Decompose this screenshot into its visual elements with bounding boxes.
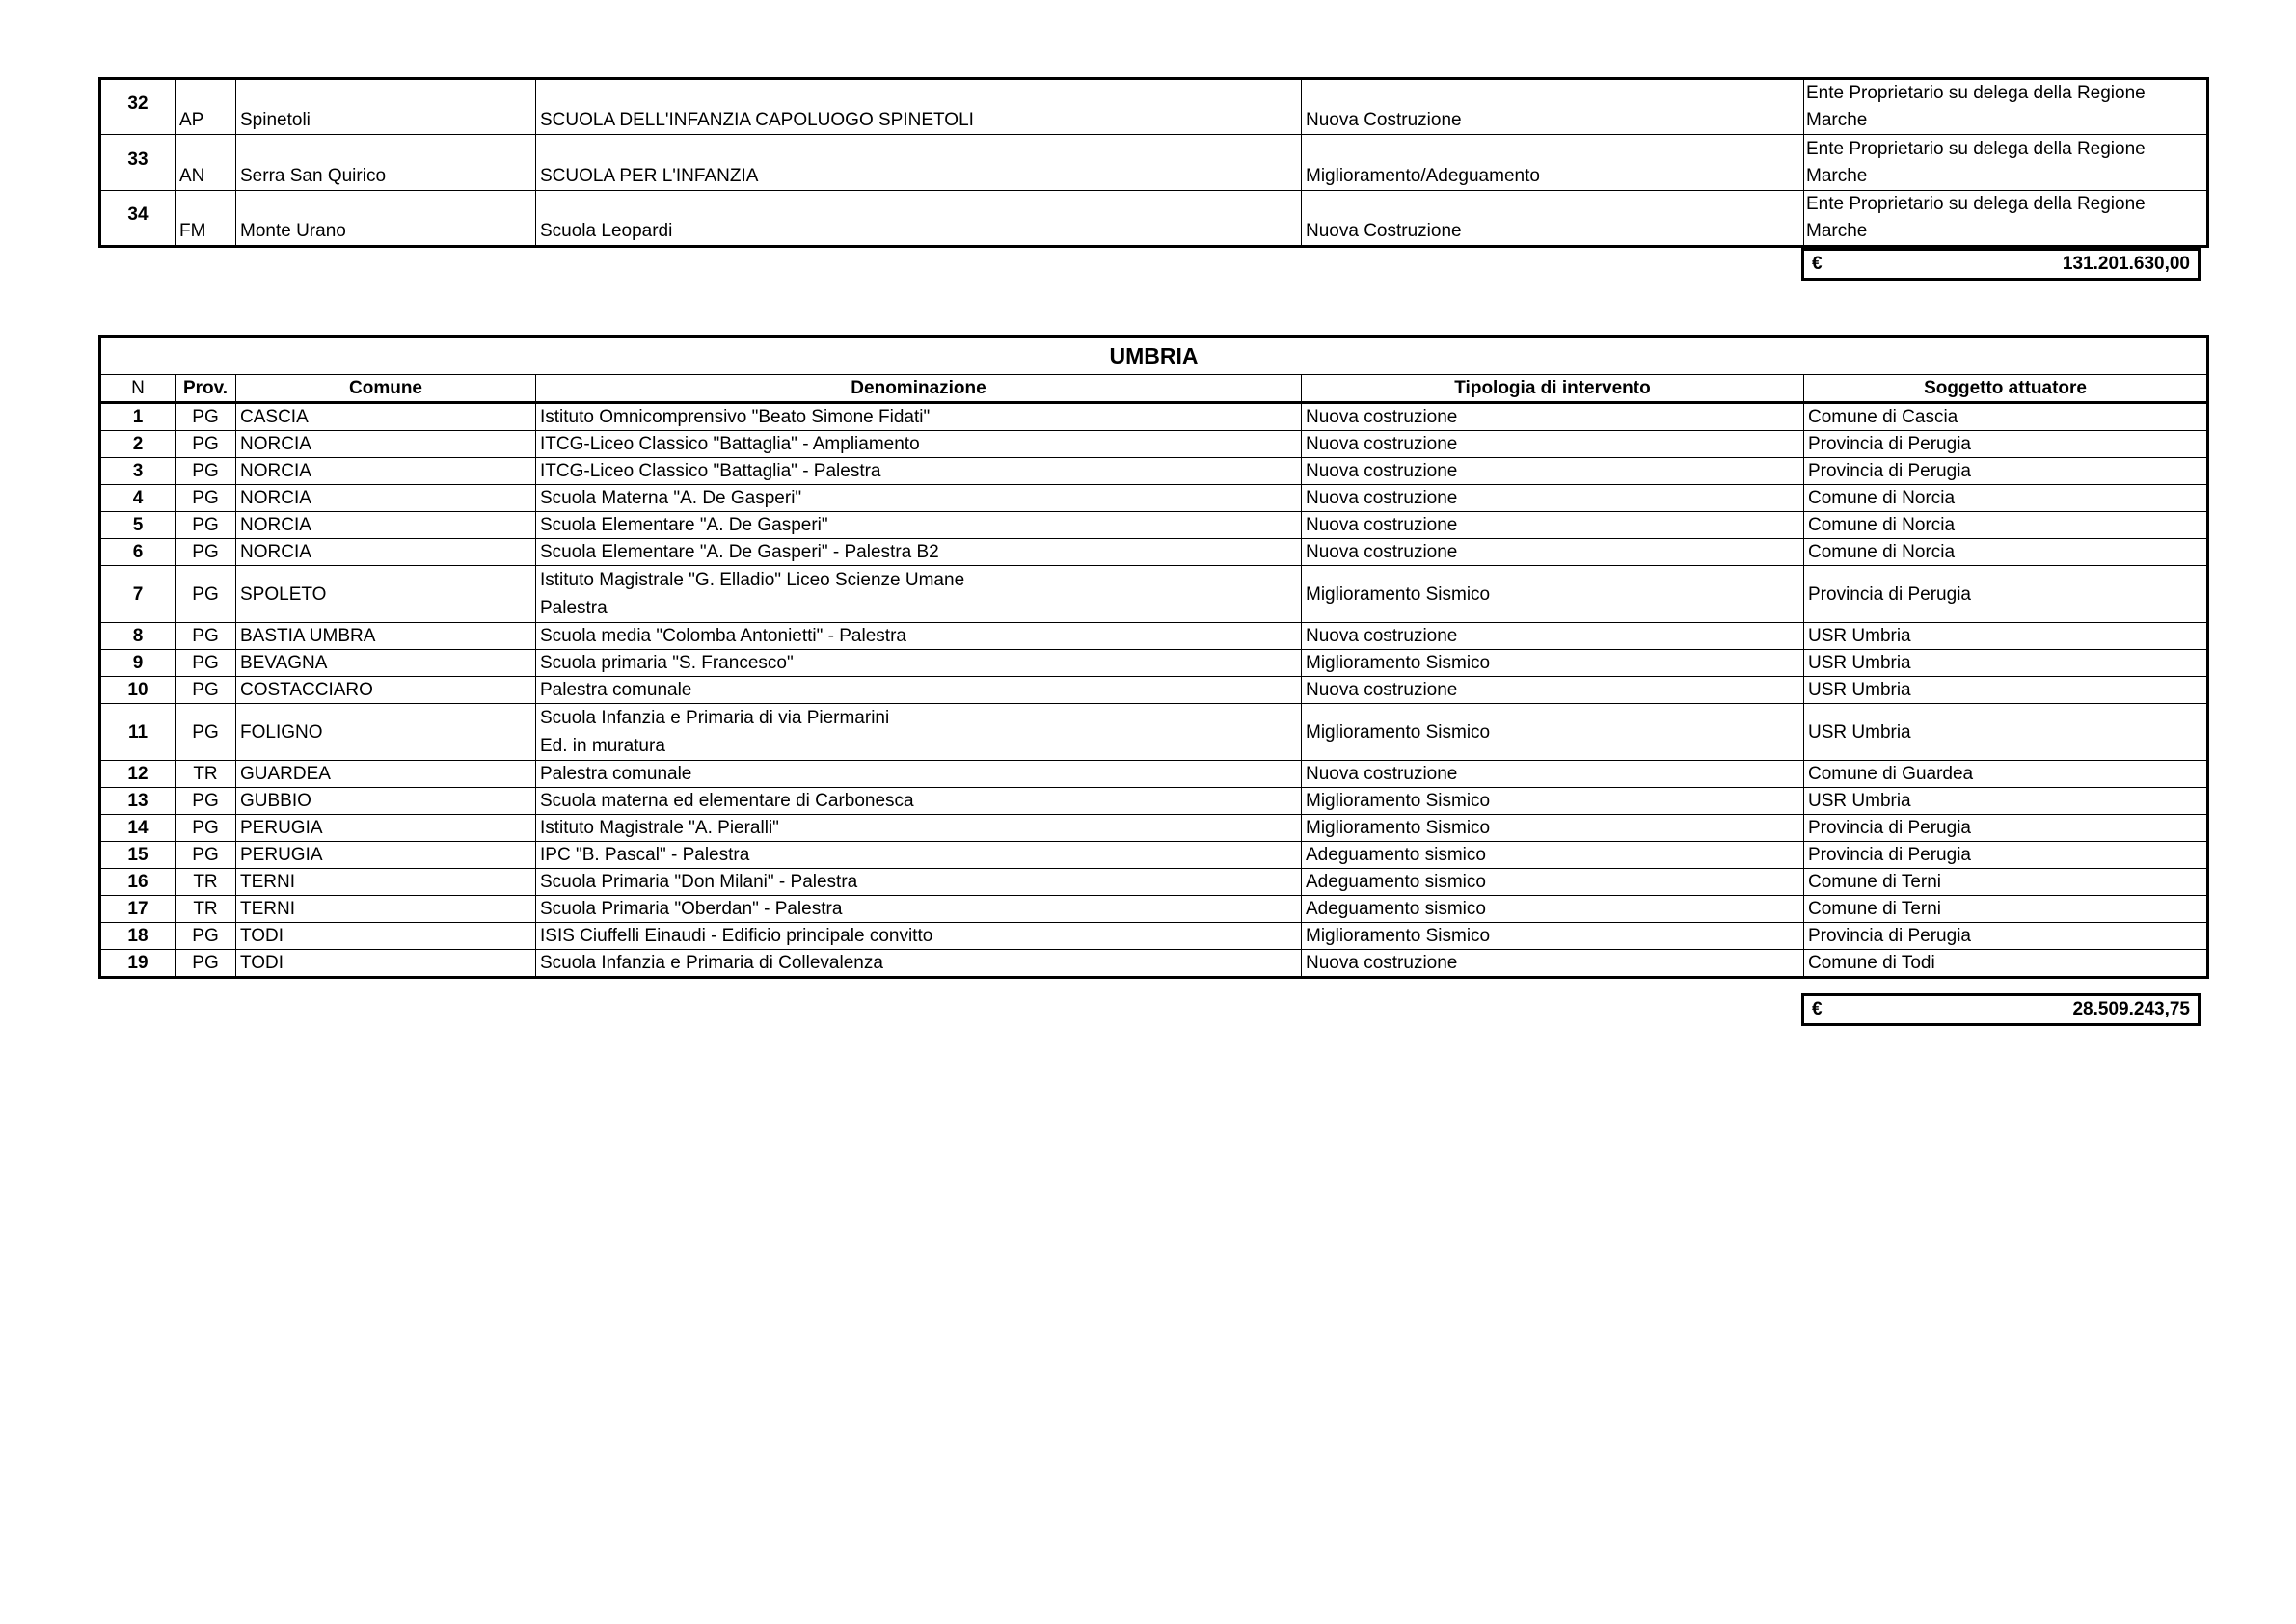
header-prov: Prov. <box>176 375 236 403</box>
cell-comune: NORCIA <box>236 512 536 539</box>
cell-prov: PG <box>176 788 236 815</box>
cell-comune: NORCIA <box>236 539 536 566</box>
cell-denominazione <box>536 623 1302 650</box>
cell-comune: NORCIA <box>236 431 536 458</box>
cell-comune: PERUGIA <box>236 842 536 869</box>
cell-n: 18 <box>100 923 176 950</box>
cell-prov: PG <box>176 566 236 623</box>
cell-n: 15 <box>100 842 176 869</box>
cell-soggetto: Ente Proprietario su delega della Regione Marche <box>1804 191 2208 247</box>
umbria-total-amount: 28.509.243,75 <box>2072 999 2190 1019</box>
cell-prov: PG <box>176 677 236 704</box>
table-row <box>100 485 2208 512</box>
cell-prov: PG <box>176 923 236 950</box>
cell-denominazione <box>536 842 1302 869</box>
table-row <box>100 403 2208 431</box>
denominazione-line-1: Istituto Magistrale "G. Elladio" Liceo Scienze Umane <box>540 570 965 590</box>
umbria-total-box <box>1801 993 2201 1026</box>
cell-comune: NORCIA <box>236 458 536 485</box>
cell-soggetto: Comune di Norcia <box>1804 485 2208 512</box>
table-row <box>100 431 2208 458</box>
table-row <box>100 704 2208 761</box>
table-row <box>100 566 2208 623</box>
cell-comune: BEVAGNA <box>236 650 536 677</box>
denominazione-line-1: Scuola Elementare "A. De Gasperi" - Palestra B2 <box>540 542 939 562</box>
table-row <box>100 677 2208 704</box>
cell-comune: SPOLETO <box>236 566 536 623</box>
table-row <box>100 458 2208 485</box>
cell-tipologia: Miglioramento Sismico <box>1302 788 1804 815</box>
cell-tipologia: Nuova Costruzione <box>1302 191 1804 247</box>
marche-table <box>98 77 2209 248</box>
cell-comune: FOLIGNO <box>236 704 536 761</box>
cell-tipologia: Miglioramento Sismico <box>1302 815 1804 842</box>
cell-comune: Serra San Quirico <box>236 135 536 191</box>
denominazione-line-1: ISIS Ciuffelli Einaudi - Edificio principale convitto <box>540 926 933 946</box>
cell-comune: PERUGIA <box>236 815 536 842</box>
header-denominazione: Denominazione <box>536 375 1302 403</box>
cell-soggetto: Provincia di Perugia <box>1804 842 2208 869</box>
cell-tipologia: Miglioramento Sismico <box>1302 650 1804 677</box>
table-row <box>100 923 2208 950</box>
cell-tipologia: Adeguamento sismico <box>1302 896 1804 923</box>
cell-n: 17 <box>100 896 176 923</box>
table-row <box>100 79 2208 135</box>
cell-tipologia: Nuova costruzione <box>1302 512 1804 539</box>
denominazione-line-1: Palestra comunale <box>540 680 692 700</box>
denominazione-line-1: Istituto Magistrale "A. Pieralli" <box>540 818 779 838</box>
cell-prov: PG <box>176 842 236 869</box>
cell-soggetto: Comune di Norcia <box>1804 539 2208 566</box>
cell-comune: TODI <box>236 950 536 978</box>
cell-prov: AP <box>176 79 236 135</box>
denominazione-line-1: Scuola Materna "A. De Gasperi" <box>540 488 802 508</box>
cell-denominazione <box>536 650 1302 677</box>
cell-n: 10 <box>100 677 176 704</box>
cell-comune: TERNI <box>236 869 536 896</box>
cell-prov: PG <box>176 704 236 761</box>
cell-n: 3 <box>100 458 176 485</box>
denominazione-line-2: Ed. in muratura <box>540 736 665 756</box>
cell-prov: PG <box>176 650 236 677</box>
cell-n: 33 <box>100 135 176 191</box>
cell-comune: TODI <box>236 923 536 950</box>
cell-soggetto: Provincia di Perugia <box>1804 815 2208 842</box>
cell-n: 19 <box>100 950 176 978</box>
cell-n: 6 <box>100 539 176 566</box>
cell-denominazione: SCUOLA PER L'INFANZIA <box>536 135 1302 191</box>
table-row <box>100 896 2208 923</box>
table-row <box>100 623 2208 650</box>
cell-soggetto: Provincia di Perugia <box>1804 458 2208 485</box>
header-row <box>100 375 2208 403</box>
cell-soggetto: USR Umbria <box>1804 677 2208 704</box>
cell-denominazione <box>536 566 1302 623</box>
cell-prov: AN <box>176 135 236 191</box>
table-row <box>100 815 2208 842</box>
cell-n: 12 <box>100 761 176 788</box>
table-row <box>100 950 2208 978</box>
cell-n: 32 <box>100 79 176 135</box>
cell-denominazione <box>536 950 1302 978</box>
cell-denominazione <box>536 761 1302 788</box>
cell-n: 11 <box>100 704 176 761</box>
cell-prov: PG <box>176 950 236 978</box>
cell-tipologia: Nuova costruzione <box>1302 761 1804 788</box>
cell-denominazione: SCUOLA DELL'INFANZIA CAPOLUOGO SPINETOLI <box>536 79 1302 135</box>
cell-n: 5 <box>100 512 176 539</box>
cell-denominazione <box>536 704 1302 761</box>
cell-tipologia: Nuova costruzione <box>1302 458 1804 485</box>
cell-tipologia: Nuova costruzione <box>1302 950 1804 978</box>
cell-prov: PG <box>176 458 236 485</box>
cell-denominazione <box>536 403 1302 431</box>
cell-n: 14 <box>100 815 176 842</box>
umbria-table <box>98 335 2209 979</box>
cell-tipologia: Nuova costruzione <box>1302 677 1804 704</box>
table-row <box>100 788 2208 815</box>
table-row <box>100 512 2208 539</box>
cell-prov: PG <box>176 815 236 842</box>
cell-soggetto: Comune di Terni <box>1804 896 2208 923</box>
cell-prov: PG <box>176 485 236 512</box>
denominazione-line-1: Scuola materna ed elementare di Carbonesca <box>540 791 914 811</box>
table-row <box>100 761 2208 788</box>
cell-denominazione <box>536 896 1302 923</box>
cell-denominazione <box>536 923 1302 950</box>
header-tipologia: Tipologia di intervento <box>1302 375 1804 403</box>
cell-comune: GUARDEA <box>236 761 536 788</box>
cell-tipologia: Nuova costruzione <box>1302 539 1804 566</box>
cell-comune: COSTACCIARO <box>236 677 536 704</box>
denominazione-line-2: Palestra <box>540 598 608 618</box>
cell-tipologia: Miglioramento Sismico <box>1302 566 1804 623</box>
cell-n: 1 <box>100 403 176 431</box>
cell-denominazione <box>536 677 1302 704</box>
denominazione-line-1: Scuola Infanzia e Primaria di via Piermarini <box>540 708 890 728</box>
cell-n: 9 <box>100 650 176 677</box>
table-row <box>100 650 2208 677</box>
denominazione-line-1: Istituto Omnicomprensivo "Beato Simone Fidati" <box>540 407 931 427</box>
denominazione-line-1: IPC "B. Pascal" - Palestra <box>540 845 750 865</box>
denominazione-line-1: Scuola Primaria "Don Milani" - Palestra <box>540 872 858 892</box>
cell-soggetto: USR Umbria <box>1804 788 2208 815</box>
denominazione-line-1: Scuola Elementare "A. De Gasperi" <box>540 515 828 535</box>
cell-soggetto: Comune di Todi <box>1804 950 2208 978</box>
table-row <box>100 842 2208 869</box>
umbria-table-body <box>100 403 2208 978</box>
header-comune: Comune <box>236 375 536 403</box>
cell-comune: NORCIA <box>236 485 536 512</box>
cell-prov: PG <box>176 431 236 458</box>
marche-total-box <box>1801 248 2201 281</box>
cell-soggetto: Ente Proprietario su delega della Regione Marche <box>1804 135 2208 191</box>
cell-denominazione <box>536 788 1302 815</box>
cell-denominazione <box>536 431 1302 458</box>
cell-n: 2 <box>100 431 176 458</box>
cell-denominazione <box>536 539 1302 566</box>
cell-comune: GUBBIO <box>236 788 536 815</box>
denominazione-line-1: Scuola Primaria "Oberdan" - Palestra <box>540 899 843 919</box>
cell-soggetto: Comune di Cascia <box>1804 403 2208 431</box>
denominazione-line-1: Scuola primaria "S. Francesco" <box>540 653 794 673</box>
header-soggetto: Soggetto attuatore <box>1804 375 2208 403</box>
denominazione-line-1: ITCG-Liceo Classico "Battaglia" - Ampliamento <box>540 434 920 454</box>
cell-prov: PG <box>176 539 236 566</box>
cell-comune: Monte Urano <box>236 191 536 247</box>
cell-n: 13 <box>100 788 176 815</box>
denominazione-line-1: Palestra comunale <box>540 764 692 784</box>
cell-soggetto: USR Umbria <box>1804 650 2208 677</box>
cell-denominazione <box>536 512 1302 539</box>
cell-tipologia: Nuova costruzione <box>1302 485 1804 512</box>
cell-comune: CASCIA <box>236 403 536 431</box>
cell-denominazione <box>536 815 1302 842</box>
cell-tipologia: Miglioramento Sismico <box>1302 704 1804 761</box>
denominazione-line-1: ITCG-Liceo Classico "Battaglia" - Palestra <box>540 461 881 481</box>
denominazione-line-1: Scuola Infanzia e Primaria di Collevalenza <box>540 953 883 973</box>
cell-soggetto: Comune di Terni <box>1804 869 2208 896</box>
cell-soggetto: Provincia di Perugia <box>1804 923 2208 950</box>
cell-tipologia: Nuova costruzione <box>1302 623 1804 650</box>
cell-prov: FM <box>176 191 236 247</box>
cell-tipologia: Nuova costruzione <box>1302 403 1804 431</box>
cell-soggetto: Provincia di Perugia <box>1804 566 2208 623</box>
cell-prov: TR <box>176 869 236 896</box>
cell-soggetto: USR Umbria <box>1804 704 2208 761</box>
cell-n: 34 <box>100 191 176 247</box>
cell-n: 4 <box>100 485 176 512</box>
cell-denominazione <box>536 869 1302 896</box>
table-row <box>100 135 2208 191</box>
cell-prov: TR <box>176 761 236 788</box>
cell-comune: Spinetoli <box>236 79 536 135</box>
header-n: N <box>100 375 176 403</box>
region-title: UMBRIA <box>100 337 2208 375</box>
cell-denominazione <box>536 458 1302 485</box>
table-row <box>100 539 2208 566</box>
cell-n: 8 <box>100 623 176 650</box>
cell-soggetto: Ente Proprietario su delega della Regione Marche <box>1804 79 2208 135</box>
cell-tipologia: Nuova costruzione <box>1302 431 1804 458</box>
denominazione-line-1: Scuola media "Colomba Antonietti" - Palestra <box>540 626 906 646</box>
cell-n: 16 <box>100 869 176 896</box>
cell-soggetto: Comune di Guardea <box>1804 761 2208 788</box>
cell-soggetto: USR Umbria <box>1804 623 2208 650</box>
cell-comune: TERNI <box>236 896 536 923</box>
cell-n: 7 <box>100 566 176 623</box>
cell-prov: PG <box>176 512 236 539</box>
cell-prov: PG <box>176 403 236 431</box>
cell-soggetto: Comune di Norcia <box>1804 512 2208 539</box>
cell-tipologia: Nuova Costruzione <box>1302 79 1804 135</box>
cell-tipologia: Adeguamento sismico <box>1302 842 1804 869</box>
cell-tipologia: Miglioramento Sismico <box>1302 923 1804 950</box>
cell-prov: TR <box>176 896 236 923</box>
table-row <box>100 869 2208 896</box>
marche-total-amount: 131.201.630,00 <box>2062 254 2190 274</box>
umbria-total-currency: € <box>1812 999 1823 1019</box>
cell-tipologia: Adeguamento sismico <box>1302 869 1804 896</box>
cell-soggetto: Provincia di Perugia <box>1804 431 2208 458</box>
table-row <box>100 191 2208 247</box>
cell-prov: PG <box>176 623 236 650</box>
marche-table-body <box>100 79 2208 247</box>
cell-tipologia: Miglioramento/Adeguamento <box>1302 135 1804 191</box>
cell-denominazione <box>536 485 1302 512</box>
marche-total-currency: € <box>1812 254 1823 274</box>
cell-comune: BASTIA UMBRA <box>236 623 536 650</box>
cell-denominazione: Scuola Leopardi <box>536 191 1302 247</box>
